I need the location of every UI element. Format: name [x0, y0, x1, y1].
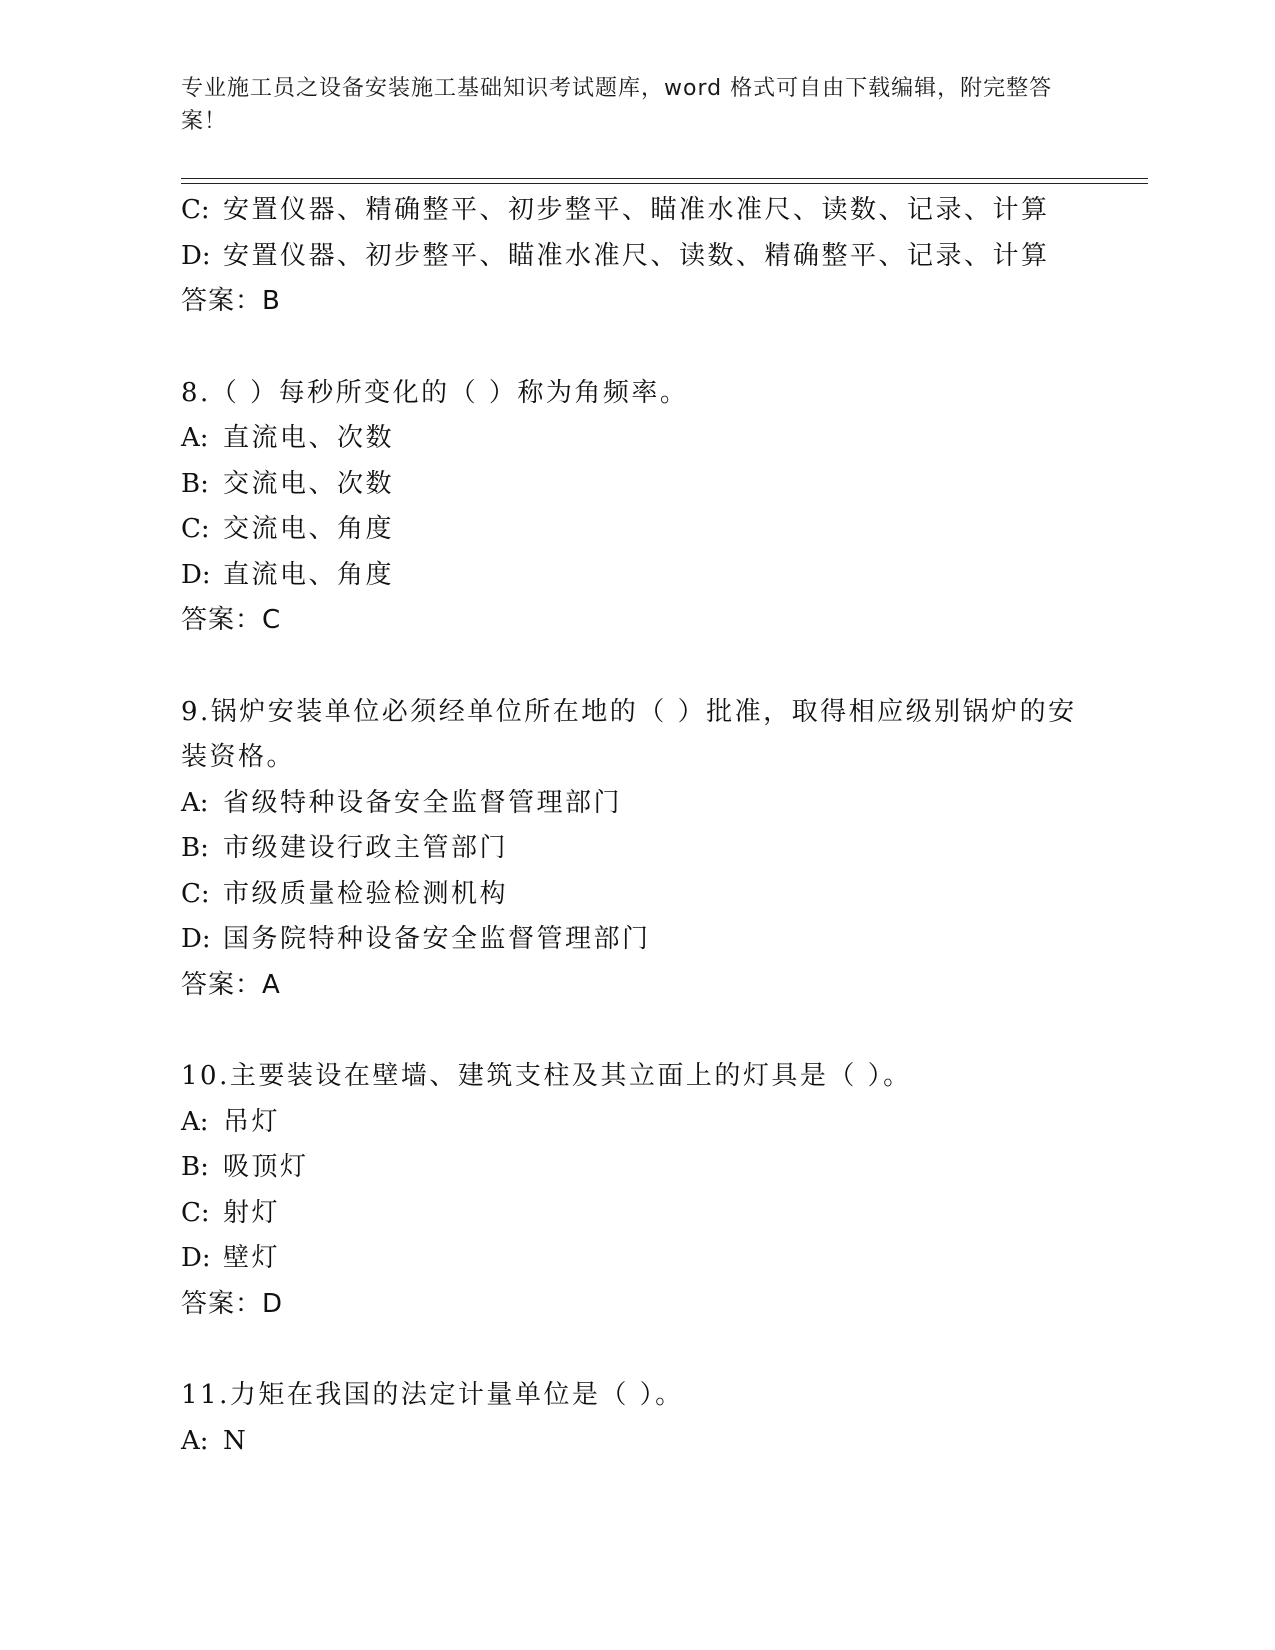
question-9 — [181, 690, 1081, 1009]
option-d — [181, 234, 1081, 280]
question-gap — [181, 1327, 1081, 1373]
option-text: 直流电、角度 — [223, 559, 395, 590]
option-text: 省级特种设备安全监督管理部门 — [223, 787, 623, 818]
option-a — [181, 1100, 1081, 1146]
question-8 — [181, 371, 1081, 644]
question-stem: 11.力矩在我国的法定计量单位是（ ）。 — [181, 1380, 684, 1410]
option-b — [181, 462, 1081, 508]
question-gap — [181, 1008, 1081, 1054]
question-list — [181, 188, 1081, 1464]
option-a — [181, 1419, 1081, 1465]
option-a — [181, 416, 1081, 462]
option-text: 吊灯 — [223, 1106, 281, 1137]
option-text: 射灯 — [223, 1197, 281, 1228]
option-letter: B: — [181, 1152, 209, 1182]
option-c — [181, 507, 1081, 553]
question-10 — [181, 1054, 1081, 1327]
answer-line: 答案：A — [181, 969, 281, 1000]
header-divider-top — [181, 178, 1148, 179]
option-letter: B: — [181, 468, 209, 499]
option-text: 吸顶灯 — [223, 1152, 309, 1182]
option-c — [181, 188, 1081, 234]
option-letter: A: — [181, 1106, 209, 1137]
question-7-continued — [181, 188, 1081, 325]
option-text: 安置仪器、精确整平、初步整平、瞄准水准尺、读数、记录、计算 — [223, 195, 1050, 225]
option-letter: D: — [181, 240, 211, 271]
answer-line: 答案：D — [181, 1288, 284, 1319]
option-letter: A: — [181, 787, 209, 818]
question-stem: 10.主要装设在壁墙、建筑支柱及其立面上的灯具是（ ）。 — [181, 1061, 912, 1091]
option-text: 市级建设行政主管部门 — [223, 833, 509, 863]
option-letter: D: — [181, 924, 211, 954]
option-letter: D: — [181, 559, 211, 590]
option-a — [181, 781, 1081, 827]
option-c — [181, 872, 1081, 918]
answer-line: 答案：C — [181, 605, 282, 635]
option-d — [181, 553, 1081, 599]
option-text: 市级质量检验检测机构 — [223, 878, 509, 909]
option-text: 安置仪器、初步整平、瞄准水准尺、读数、精确整平、记录、计算 — [223, 240, 1050, 271]
option-letter: B: — [181, 833, 209, 863]
option-text: 国务院特种设备安全监督管理部门 — [223, 924, 651, 954]
option-text: 直流电、次数 — [223, 423, 395, 453]
option-b — [181, 1145, 1081, 1191]
option-letter: A: — [181, 1425, 209, 1456]
option-d — [181, 1236, 1081, 1282]
option-letter: D: — [181, 1243, 211, 1273]
question-gap — [181, 325, 1081, 371]
option-letter: C: — [181, 878, 210, 909]
option-text: 交流电、次数 — [223, 468, 395, 499]
answer-line: 答案：B — [181, 286, 281, 316]
question-stem: 8.（ ）每秒所变化的（ ）称为角频率。 — [181, 377, 689, 408]
question-gap — [181, 644, 1081, 690]
document-header: 专业施工员之设备安装施工基础知识考试题库，word 格式可自由下载编辑，附完整答案！ — [181, 76, 1053, 134]
option-b — [181, 826, 1081, 872]
option-text: 壁灯 — [223, 1243, 281, 1273]
option-letter: C: — [181, 1197, 210, 1228]
question-11 — [181, 1373, 1081, 1464]
option-text: 交流电、角度 — [223, 514, 395, 544]
question-stem: 9.锅炉安装单位必须经单位所在地的（ ）批准，取得相应级别锅炉的安装资格。 — [181, 696, 1077, 772]
option-letter: C: — [181, 514, 210, 544]
option-letter: A: — [181, 423, 209, 453]
option-letter: C: — [181, 195, 210, 225]
option-c — [181, 1191, 1081, 1237]
option-d — [181, 917, 1081, 963]
option-text: N — [223, 1425, 249, 1456]
header-divider-bottom — [181, 183, 1148, 184]
